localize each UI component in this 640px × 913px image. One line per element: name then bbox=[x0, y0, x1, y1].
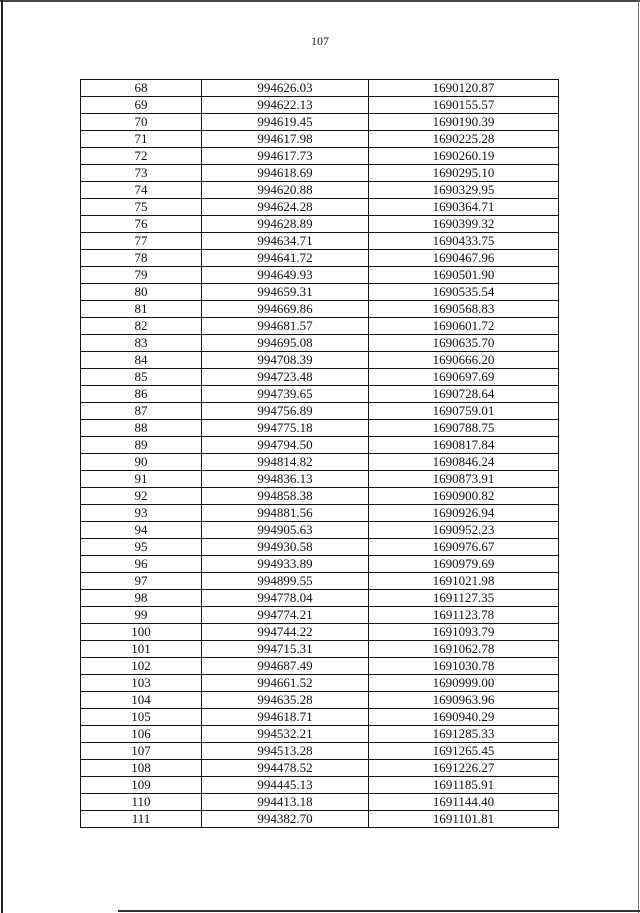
y-coordinate-cell: 1690535.54 bbox=[369, 284, 559, 301]
table-row bbox=[81, 318, 559, 335]
y-coordinate-cell: 1691285.33 bbox=[369, 726, 559, 743]
y-coordinate-cell: 1691021.98 bbox=[369, 573, 559, 590]
x-coordinate-cell: 994413.18 bbox=[202, 794, 369, 811]
table-row bbox=[81, 692, 559, 709]
x-coordinate-cell: 994661.52 bbox=[202, 675, 369, 692]
x-coordinate-cell: 994618.71 bbox=[202, 709, 369, 726]
point-number-cell: 94 bbox=[81, 522, 202, 539]
x-coordinate-cell: 994624.28 bbox=[202, 199, 369, 216]
y-coordinate-cell: 1690963.96 bbox=[369, 692, 559, 709]
table-row bbox=[81, 811, 559, 828]
y-coordinate-cell: 1691101.81 bbox=[369, 811, 559, 828]
y-coordinate-cell: 1690728.64 bbox=[369, 386, 559, 403]
table-row bbox=[81, 114, 559, 131]
x-coordinate-cell: 994933.89 bbox=[202, 556, 369, 573]
point-number-cell: 85 bbox=[81, 369, 202, 386]
point-number-cell: 69 bbox=[81, 97, 202, 114]
x-coordinate-cell: 994634.71 bbox=[202, 233, 369, 250]
y-coordinate-cell: 1690399.32 bbox=[369, 216, 559, 233]
table-row bbox=[81, 743, 559, 760]
x-coordinate-cell: 994617.73 bbox=[202, 148, 369, 165]
table-row bbox=[81, 471, 559, 488]
table-row bbox=[81, 335, 559, 352]
y-coordinate-cell: 1690952.23 bbox=[369, 522, 559, 539]
x-coordinate-cell: 994659.31 bbox=[202, 284, 369, 301]
y-coordinate-cell: 1691127.35 bbox=[369, 590, 559, 607]
point-number-cell: 100 bbox=[81, 624, 202, 641]
y-coordinate-cell: 1690900.82 bbox=[369, 488, 559, 505]
y-coordinate-cell: 1690190.39 bbox=[369, 114, 559, 131]
y-coordinate-cell: 1691123.78 bbox=[369, 607, 559, 624]
y-coordinate-cell: 1691226.27 bbox=[369, 760, 559, 777]
x-coordinate-cell: 994695.08 bbox=[202, 335, 369, 352]
y-coordinate-cell: 1691030.78 bbox=[369, 658, 559, 675]
x-coordinate-cell: 994622.13 bbox=[202, 97, 369, 114]
point-number-cell: 87 bbox=[81, 403, 202, 420]
y-coordinate-cell: 1690568.83 bbox=[369, 301, 559, 318]
point-number-cell: 82 bbox=[81, 318, 202, 335]
table-row bbox=[81, 284, 559, 301]
x-coordinate-cell: 994836.13 bbox=[202, 471, 369, 488]
table-row bbox=[81, 556, 559, 573]
x-coordinate-cell: 994794.50 bbox=[202, 437, 369, 454]
point-number-cell: 77 bbox=[81, 233, 202, 250]
point-number-cell: 111 bbox=[81, 811, 202, 828]
point-number-cell: 68 bbox=[81, 80, 202, 97]
table-row bbox=[81, 267, 559, 284]
x-coordinate-cell: 994382.70 bbox=[202, 811, 369, 828]
page-border-top bbox=[0, 0, 640, 2]
table-row bbox=[81, 777, 559, 794]
table-row bbox=[81, 369, 559, 386]
table-row bbox=[81, 658, 559, 675]
point-number-cell: 88 bbox=[81, 420, 202, 437]
table-row bbox=[81, 216, 559, 233]
page-border-right bbox=[638, 0, 639, 913]
y-coordinate-cell: 1690364.71 bbox=[369, 199, 559, 216]
point-number-cell: 102 bbox=[81, 658, 202, 675]
point-number-cell: 80 bbox=[81, 284, 202, 301]
y-coordinate-cell: 1690926.94 bbox=[369, 505, 559, 522]
y-coordinate-cell: 1690666.20 bbox=[369, 352, 559, 369]
y-coordinate-cell: 1690225.28 bbox=[369, 131, 559, 148]
y-coordinate-cell: 1690873.91 bbox=[369, 471, 559, 488]
table-row bbox=[81, 624, 559, 641]
y-coordinate-cell: 1691144.40 bbox=[369, 794, 559, 811]
table-row bbox=[81, 199, 559, 216]
table-row bbox=[81, 760, 559, 777]
point-number-cell: 72 bbox=[81, 148, 202, 165]
page-number: 107 bbox=[311, 34, 329, 48]
x-coordinate-cell: 994619.45 bbox=[202, 114, 369, 131]
table-row bbox=[81, 233, 559, 250]
point-number-cell: 74 bbox=[81, 182, 202, 199]
table-row bbox=[81, 148, 559, 165]
point-number-cell: 97 bbox=[81, 573, 202, 590]
table-row bbox=[81, 437, 559, 454]
point-number-cell: 105 bbox=[81, 709, 202, 726]
table-row bbox=[81, 403, 559, 420]
point-number-cell: 106 bbox=[81, 726, 202, 743]
point-number-cell: 75 bbox=[81, 199, 202, 216]
coordinates-table-container bbox=[80, 79, 558, 828]
table-row bbox=[81, 641, 559, 658]
x-coordinate-cell: 994774.21 bbox=[202, 607, 369, 624]
x-coordinate-cell: 994899.55 bbox=[202, 573, 369, 590]
y-coordinate-cell: 1690635.70 bbox=[369, 335, 559, 352]
point-number-cell: 73 bbox=[81, 165, 202, 182]
table-row bbox=[81, 573, 559, 590]
point-number-cell: 90 bbox=[81, 454, 202, 471]
point-number-cell: 109 bbox=[81, 777, 202, 794]
table-row bbox=[81, 352, 559, 369]
page-border-left bbox=[1, 0, 3, 913]
table-row bbox=[81, 539, 559, 556]
x-coordinate-cell: 994617.98 bbox=[202, 131, 369, 148]
table-row bbox=[81, 607, 559, 624]
table-row bbox=[81, 709, 559, 726]
y-coordinate-cell: 1691265.45 bbox=[369, 743, 559, 760]
y-coordinate-cell: 1690846.24 bbox=[369, 454, 559, 471]
point-number-cell: 79 bbox=[81, 267, 202, 284]
table-row bbox=[81, 590, 559, 607]
coordinates-table-body bbox=[81, 80, 559, 828]
x-coordinate-cell: 994620.88 bbox=[202, 182, 369, 199]
point-number-cell: 78 bbox=[81, 250, 202, 267]
y-coordinate-cell: 1690697.69 bbox=[369, 369, 559, 386]
point-number-cell: 98 bbox=[81, 590, 202, 607]
point-number-cell: 108 bbox=[81, 760, 202, 777]
y-coordinate-cell: 1690329.95 bbox=[369, 182, 559, 199]
table-row bbox=[81, 726, 559, 743]
x-coordinate-cell: 994649.93 bbox=[202, 267, 369, 284]
point-number-cell: 110 bbox=[81, 794, 202, 811]
x-coordinate-cell: 994814.82 bbox=[202, 454, 369, 471]
table-row bbox=[81, 301, 559, 318]
x-coordinate-cell: 994881.56 bbox=[202, 505, 369, 522]
y-coordinate-cell: 1690788.75 bbox=[369, 420, 559, 437]
point-number-cell: 95 bbox=[81, 539, 202, 556]
y-coordinate-cell: 1691062.78 bbox=[369, 641, 559, 658]
x-coordinate-cell: 994715.31 bbox=[202, 641, 369, 658]
x-coordinate-cell: 994635.28 bbox=[202, 692, 369, 709]
y-coordinate-cell: 1690979.69 bbox=[369, 556, 559, 573]
table-row bbox=[81, 97, 559, 114]
point-number-cell: 99 bbox=[81, 607, 202, 624]
table-row bbox=[81, 182, 559, 199]
y-coordinate-cell: 1690467.96 bbox=[369, 250, 559, 267]
y-coordinate-cell: 1690120.87 bbox=[369, 80, 559, 97]
point-number-cell: 92 bbox=[81, 488, 202, 505]
point-number-cell: 81 bbox=[81, 301, 202, 318]
table-row bbox=[81, 165, 559, 182]
table-row bbox=[81, 386, 559, 403]
x-coordinate-cell: 994775.18 bbox=[202, 420, 369, 437]
table-row bbox=[81, 675, 559, 692]
x-coordinate-cell: 994708.39 bbox=[202, 352, 369, 369]
y-coordinate-cell: 1690501.90 bbox=[369, 267, 559, 284]
point-number-cell: 107 bbox=[81, 743, 202, 760]
point-number-cell: 83 bbox=[81, 335, 202, 352]
x-coordinate-cell: 994669.86 bbox=[202, 301, 369, 318]
x-coordinate-cell: 994618.69 bbox=[202, 165, 369, 182]
point-number-cell: 91 bbox=[81, 471, 202, 488]
x-coordinate-cell: 994532.21 bbox=[202, 726, 369, 743]
point-number-cell: 103 bbox=[81, 675, 202, 692]
point-number-cell: 93 bbox=[81, 505, 202, 522]
x-coordinate-cell: 994626.03 bbox=[202, 80, 369, 97]
coordinates-table bbox=[80, 79, 559, 828]
point-number-cell: 70 bbox=[81, 114, 202, 131]
x-coordinate-cell: 994723.48 bbox=[202, 369, 369, 386]
point-number-cell: 86 bbox=[81, 386, 202, 403]
y-coordinate-cell: 1690433.75 bbox=[369, 233, 559, 250]
table-row bbox=[81, 420, 559, 437]
y-coordinate-cell: 1691093.79 bbox=[369, 624, 559, 641]
table-row bbox=[81, 794, 559, 811]
point-number-cell: 76 bbox=[81, 216, 202, 233]
x-coordinate-cell: 994739.65 bbox=[202, 386, 369, 403]
point-number-cell: 104 bbox=[81, 692, 202, 709]
point-number-cell: 71 bbox=[81, 131, 202, 148]
x-coordinate-cell: 994744.22 bbox=[202, 624, 369, 641]
point-number-cell: 89 bbox=[81, 437, 202, 454]
table-row bbox=[81, 454, 559, 471]
y-coordinate-cell: 1691185.91 bbox=[369, 777, 559, 794]
table-row bbox=[81, 488, 559, 505]
x-coordinate-cell: 994756.89 bbox=[202, 403, 369, 420]
point-number-cell: 101 bbox=[81, 641, 202, 658]
table-row bbox=[81, 522, 559, 539]
y-coordinate-cell: 1690999.00 bbox=[369, 675, 559, 692]
point-number-cell: 84 bbox=[81, 352, 202, 369]
x-coordinate-cell: 994513.28 bbox=[202, 743, 369, 760]
page-border-bottom bbox=[118, 910, 640, 912]
x-coordinate-cell: 994858.38 bbox=[202, 488, 369, 505]
point-number-cell: 96 bbox=[81, 556, 202, 573]
table-row bbox=[81, 505, 559, 522]
y-coordinate-cell: 1690940.29 bbox=[369, 709, 559, 726]
y-coordinate-cell: 1690260.19 bbox=[369, 148, 559, 165]
x-coordinate-cell: 994778.04 bbox=[202, 590, 369, 607]
y-coordinate-cell: 1690976.67 bbox=[369, 539, 559, 556]
x-coordinate-cell: 994445.13 bbox=[202, 777, 369, 794]
table-row bbox=[81, 131, 559, 148]
y-coordinate-cell: 1690601.72 bbox=[369, 318, 559, 335]
x-coordinate-cell: 994641.72 bbox=[202, 250, 369, 267]
x-coordinate-cell: 994681.57 bbox=[202, 318, 369, 335]
x-coordinate-cell: 994478.52 bbox=[202, 760, 369, 777]
x-coordinate-cell: 994687.49 bbox=[202, 658, 369, 675]
x-coordinate-cell: 994905.63 bbox=[202, 522, 369, 539]
y-coordinate-cell: 1690759.01 bbox=[369, 403, 559, 420]
y-coordinate-cell: 1690155.57 bbox=[369, 97, 559, 114]
y-coordinate-cell: 1690817.84 bbox=[369, 437, 559, 454]
y-coordinate-cell: 1690295.10 bbox=[369, 165, 559, 182]
x-coordinate-cell: 994628.89 bbox=[202, 216, 369, 233]
x-coordinate-cell: 994930.58 bbox=[202, 539, 369, 556]
table-row bbox=[81, 80, 559, 97]
table-row bbox=[81, 250, 559, 267]
